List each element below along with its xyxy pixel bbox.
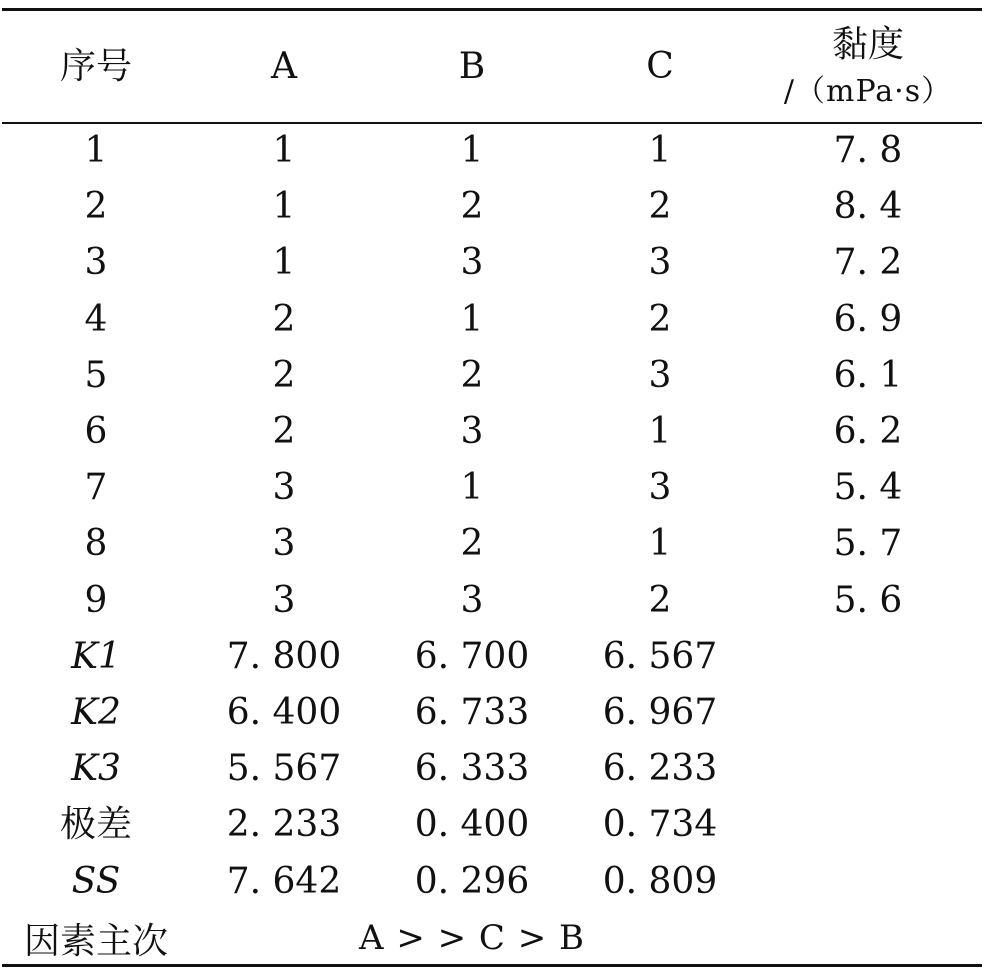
cell-b: 1 (460, 130, 484, 172)
stats-c: 6. 233 (602, 748, 718, 790)
cell-a: 3 (272, 579, 296, 621)
cell-c: 1 (648, 130, 672, 172)
cell-b: 3 (460, 411, 484, 453)
stats-b: 0. 400 (414, 804, 530, 846)
cell-b: 3 (460, 242, 484, 284)
header-viscosity-unit: /（mPa·s） (783, 73, 953, 109)
factor-order-row (2, 912, 982, 964)
cell-c: 3 (648, 354, 672, 396)
cell-a: 2 (272, 298, 296, 340)
cell-b: 2 (460, 523, 484, 565)
cell-c: 1 (648, 523, 672, 565)
cell-c: 2 (648, 298, 672, 340)
cell-viscosity: 5. 4 (833, 467, 903, 509)
cell-c: 3 (648, 242, 672, 284)
cell-viscosity: 6. 2 (833, 411, 903, 453)
cell-c: 3 (648, 467, 672, 509)
factor-order-value: A > > C > B (358, 918, 586, 958)
stats-row-k3 (2, 741, 982, 797)
stats-a: 7. 800 (226, 635, 342, 677)
stats-label: SS (71, 860, 121, 902)
header-factor-b: B (458, 45, 486, 87)
table-row (2, 460, 982, 516)
stats-b: 6. 700 (414, 635, 530, 677)
table-row (2, 516, 982, 572)
stats-b: 0. 296 (414, 860, 530, 902)
stats-a: 6. 400 (226, 691, 342, 733)
stats-label: K1 (71, 635, 121, 677)
cell-serial: 1 (84, 130, 108, 172)
stats-row-range (2, 797, 982, 853)
stats-c: 0. 734 (602, 804, 718, 846)
table-row (2, 123, 982, 179)
table-body (2, 123, 982, 910)
stats-empty (754, 685, 982, 741)
stats-a: 5. 567 (226, 748, 342, 790)
cell-c: 2 (648, 186, 672, 228)
stats-b: 6. 733 (414, 691, 530, 733)
table-row (2, 573, 982, 629)
bottom-rule (2, 964, 982, 967)
cell-c: 1 (648, 411, 672, 453)
cell-a: 1 (272, 186, 296, 228)
stats-empty (754, 741, 982, 797)
cell-viscosity: 7. 8 (833, 130, 903, 172)
cell-serial: 8 (84, 523, 108, 565)
cell-viscosity: 6. 1 (833, 354, 903, 396)
stats-row-ss (2, 853, 982, 909)
header-factor-a: A (271, 45, 297, 87)
cell-viscosity: 6. 9 (833, 298, 903, 340)
cell-viscosity: 5. 6 (833, 579, 903, 621)
cell-serial: 2 (84, 186, 108, 228)
header-viscosity (754, 11, 982, 122)
cell-b: 3 (460, 579, 484, 621)
cell-a: 3 (272, 523, 296, 565)
cell-serial: 7 (84, 467, 108, 509)
cell-serial: 6 (84, 411, 108, 453)
stats-empty (754, 853, 982, 909)
cell-b: 1 (460, 298, 484, 340)
stats-label: 极差 (59, 804, 132, 846)
table-row (2, 235, 982, 291)
stats-c: 0. 809 (602, 860, 718, 902)
cell-b: 2 (460, 186, 484, 228)
cell-viscosity: 7. 2 (833, 242, 903, 284)
stats-label: K3 (71, 748, 121, 790)
header-factor-c: C (646, 45, 674, 87)
stats-a: 7. 642 (226, 860, 342, 902)
cell-serial: 9 (84, 579, 108, 621)
cell-serial: 3 (84, 242, 108, 284)
header-serial-number: 序号 (59, 45, 132, 87)
cell-b: 1 (460, 467, 484, 509)
stats-row-k2 (2, 685, 982, 741)
factor-order-label: 因素主次 (23, 920, 168, 962)
table-row (2, 179, 982, 235)
cell-c: 2 (648, 579, 672, 621)
cell-b: 2 (460, 354, 484, 396)
stats-empty (754, 629, 982, 685)
cell-a: 2 (272, 354, 296, 396)
stats-row-k1 (2, 629, 982, 685)
stats-c: 6. 567 (602, 635, 718, 677)
cell-viscosity: 5. 7 (833, 523, 903, 565)
stats-label: K2 (71, 691, 121, 733)
header-viscosity-title: 黏度 (831, 23, 904, 65)
cell-serial: 5 (84, 354, 108, 396)
cell-a: 1 (272, 130, 296, 172)
table-row (2, 348, 982, 404)
cell-serial: 4 (84, 298, 108, 340)
stats-a: 2. 233 (226, 804, 342, 846)
cell-a: 1 (272, 242, 296, 284)
stats-c: 6. 967 (602, 691, 718, 733)
stats-b: 6. 333 (414, 748, 530, 790)
cell-a: 3 (272, 467, 296, 509)
cell-a: 2 (272, 411, 296, 453)
table-row (2, 292, 982, 348)
cell-viscosity: 8. 4 (833, 186, 903, 228)
stats-empty (754, 797, 982, 853)
table-row (2, 404, 982, 460)
table-header (2, 11, 982, 122)
